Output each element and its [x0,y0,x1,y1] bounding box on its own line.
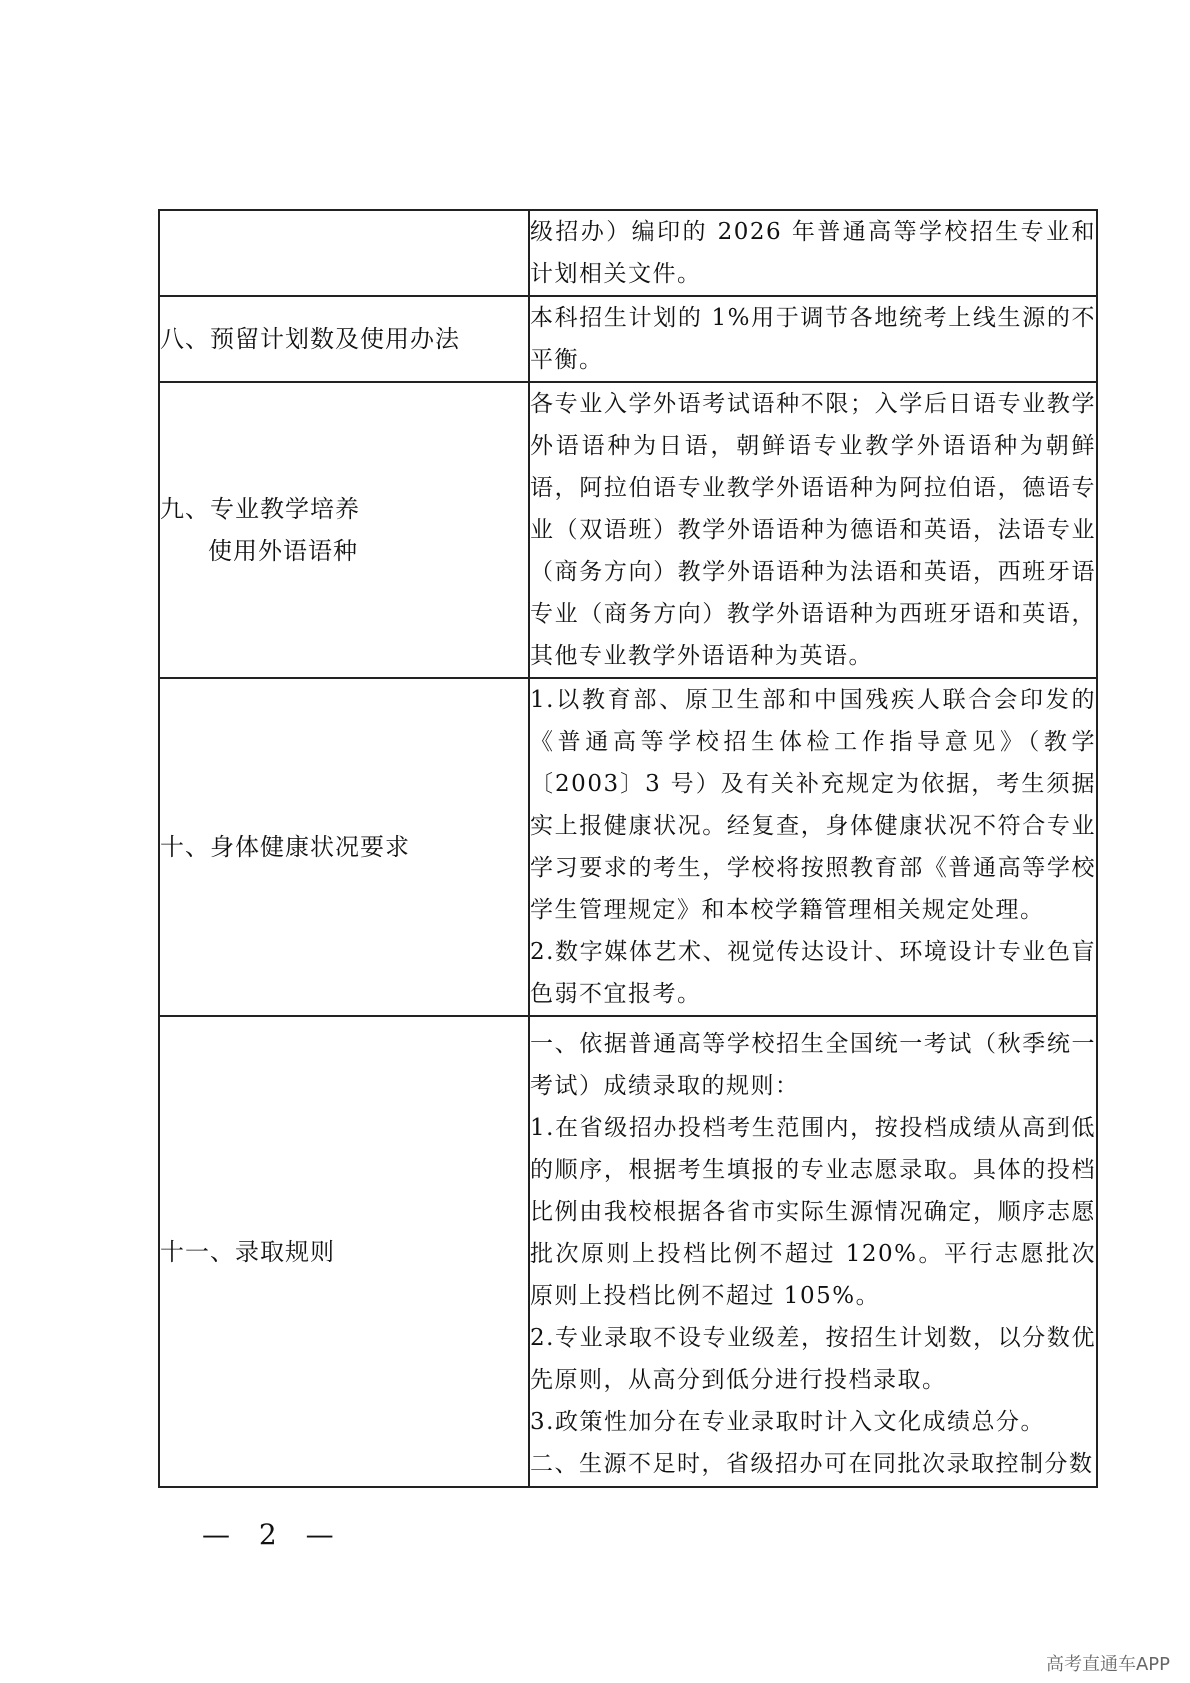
row-label [159,210,529,296]
page-number: — 2 — [202,1518,344,1551]
table-row [159,1016,1097,1487]
row-label: 八、预留计划数及使用办法 [159,296,529,382]
table-row [159,210,1097,296]
row-content [529,296,1097,382]
table-row [159,296,1097,382]
row-label: 十一、录取规则 [159,1016,529,1487]
watermark-text: 高考直通车APP [1045,1654,1170,1675]
row-label-line: 使用外语语种 [208,537,358,565]
paragraph: 2.数字媒体艺术、视觉传达设计、环境设计专业色盲色弱不宜报考。 [530,939,1096,1007]
row-content [529,210,1097,296]
table-row [159,382,1097,678]
admission-rules-table [158,209,1098,1488]
table-row [159,678,1097,1016]
paragraph: 二、生源不足时，省级招办可在同批次录取控制分数 [530,1451,1094,1477]
row-label [159,382,529,678]
paragraph: 级招办）编印的 2026 年普通高等学校招生专业和计划相关文件。 [530,219,1096,287]
paragraph: 2.专业录取不设专业级差，按招生计划数，以分数优先原则，从高分到低分进行投档录取。 [530,1325,1096,1393]
paragraph: 1.在省级招办投档考生范围内，按投档成绩从高到低的顺序，根据考生填报的专业志愿录取。具体的投档比例由我校根据各省市实际生源情况确定，顺序志愿批次原则上投档比例不超过 120%。平行志愿批次原则上投档比例不超过 105%。 [530,1115,1096,1309]
paragraph: 3.政策性加分在专业录取时计入文化成绩总分。 [530,1409,1045,1435]
paragraph: 一、依据普通高等学校招生全国统一考试（秋季统一考试）成绩录取的规则： [530,1031,1096,1099]
paragraph: 本科招生计划的 1%用于调节各地统考上线生源的不平衡。 [530,305,1096,373]
row-content [529,382,1097,678]
row-label: 十、身体健康状况要求 [159,678,529,1016]
row-label-line: 九、专业教学培养 [160,495,360,523]
row-content [529,1016,1097,1487]
row-content [529,678,1097,1016]
paragraph: 各专业入学外语考试语种不限；入学后日语专业教学外语语种为日语，朝鲜语专业教学外语语种为朝鲜语，阿拉伯语专业教学外语语种为阿拉伯语，德语专业（双语班）教学外语语种为德语和英语，法语专业（商务方向）教学外语语种为法语和英语，西班牙语专业（商务方向）教学外语语种为西班牙语和英语，其他专业教学外语语种为英语。 [530,391,1096,669]
paragraph: 1.以教育部、原卫生部和中国残疾人联合会印发的《普通高等学校招生体检工作指导意见》（教学〔2003〕3 号）及有关补充规定为依据，考生须据实上报健康状况。经复查，身体健康状况不符合专业学习要求的考生，学校将按照教育部《普通高等学校学生管理规定》和本校学籍管理相关规定处理。 [530,687,1096,923]
